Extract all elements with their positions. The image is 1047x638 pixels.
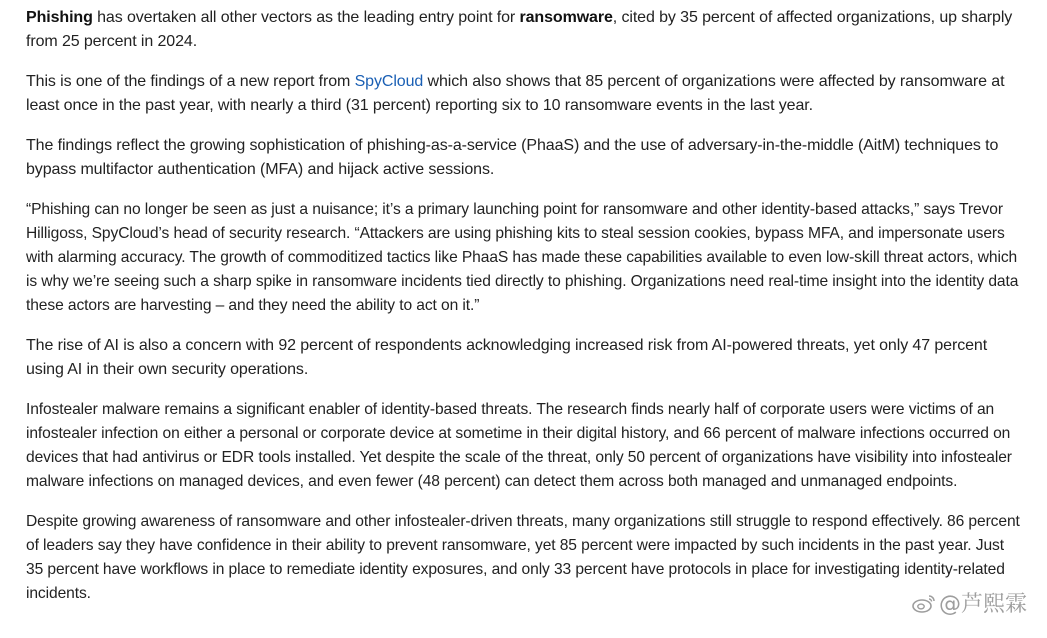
paragraph-1-text-a: has overtaken all other vectors as the leading entry point for (92, 9, 520, 26)
article-body (26, 6, 1021, 622)
watermark-text: @芦熙霖 (938, 592, 1027, 617)
paragraph-6: Infostealer malware remains a significant enabler of identity-based threats. The research finds nearly half of corporate users were victims of an infostealer infection on either a personal or corporate device at sometime in their digital history, and 66 percent of malware infections occurred on devices that had antivirus or EDR tools installed. Yet despite the scale of the threat, only 50 percent of organizations have visibility into infostealer malware infections on managed devices, and even fewer (48 percent) can detect them across both managed and unmanaged endpoints. (26, 401, 1012, 490)
paragraph-2 (26, 70, 1021, 118)
paragraph-5: The rise of AI is also a concern with 92 percent of respondents acknowledging increased risk from AI-powered threats, yet only 47 percent using AI in their own security operations. (26, 337, 988, 378)
paragraph-2-text-a: This is one of the findings of a new report from (26, 73, 355, 90)
spycloud-link[interactable]: SpyCloud (354, 73, 424, 90)
paragraph-4-quote: “Phishing can no longer be seen as just a nuisance; it’s a primary launching point for ransomware and other identity-based attacks,” says Trevor Hilligoss, SpyCloud’s head of security research. “Attackers are using phishing kits to steal session cookies, bypass MFA, and impersonate users with alarming accuracy. The growth of commoditized tactics like PhaaS has made these capabilities available to even low-skill threat actors, which is why we’re seeing such a sharp spike in ransomware incidents tied directly to phishing. Organizations need real-time insight into the identity data these actors are harvesting – and they need the ability to act on it.” (26, 201, 1019, 314)
paragraph-7: Despite growing awareness of ransomware and other infostealer-driven threats, many organizations still struggle to respond effectively. 86 percent of leaders say they have confidence in their ability to prevent ransomware, yet 85 percent were impacted by such incidents in the past year. Just 35 percent have workflows in place to remediate identity exposures, and only 33 percent have protocols in place for investigating identity-related incidents. (26, 513, 1020, 602)
paragraph-3: The findings reflect the growing sophistication of phishing-as-a-service (PhaaS) and the use of adversary-in-the-middle (AitM) techniques to bypass multifactor authentication (MFA) and hijack active sessions. (26, 137, 999, 178)
bold-ransomware: ransomware (519, 9, 613, 26)
bold-phishing: Phishing (26, 9, 93, 26)
paragraph-2-text-b: which also shows that 85 percent of organizations were affected by ransomware at least once in the past year, with nearly a third (31 percent) reporting six to 10 ransomware events in the last year. (26, 73, 1005, 114)
paragraph-1 (26, 6, 1021, 54)
paragraph-1-text-b: , cited by 35 percent of affected organizations, up sharply from 25 percent in 2024. (26, 9, 1013, 50)
